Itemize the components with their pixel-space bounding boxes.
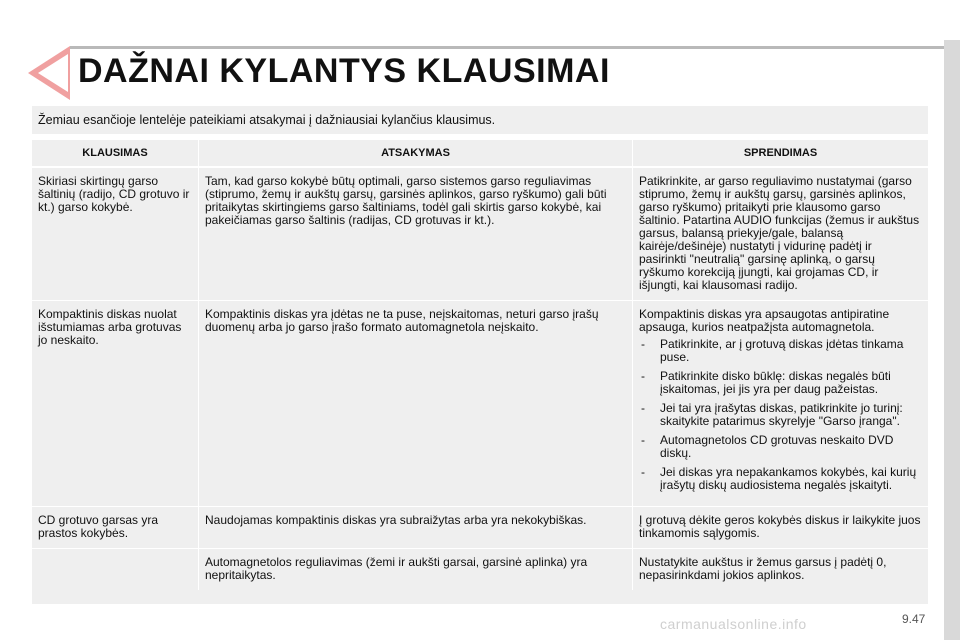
page-header bbox=[0, 0, 944, 100]
page-number: 9.47 bbox=[902, 612, 926, 626]
table-row bbox=[32, 300, 928, 506]
row-solution: Kompaktinis diskas yra apsaugotas antipiratine apsauga, kurios neatpažįsta automagnetola. bbox=[639, 307, 890, 334]
table-row bbox=[32, 167, 928, 300]
list-item: - Patikrinkite, ar į grotuvą diskas įdėtas tinkama puse. bbox=[639, 338, 922, 364]
row-question bbox=[32, 548, 199, 590]
row-answer: Automagnetolos reguliavimas (žemi ir aukšti garsai, garsinė aplinka) yra nepritaikytas. bbox=[199, 548, 633, 590]
row-solution: Į grotuvą dėkite geros kokybės diskus ir laikykite juos tinkamomis sąlygomis. bbox=[633, 506, 928, 548]
faq-table-grid bbox=[32, 140, 928, 590]
row-solution: Patikrinkite, ar garso reguliavimo nustatymai (garso stiprumo, žemų ir aukštų garsų, garsinės aplinkos, garso ryškumo) pritaikyti prie klausomo garso šaltinio. Patartina AUDIO funkcijas (žemus ir aukštus garsus, balansą priekyje/gale, balansą kairėje/dešinėje) nustatyti į vidurinę padėtį ir pasirinkti "neutralią" garsinę aplinką, o garsų ryškumo korekciją įjungti, kai grojamas CD, ir išjungti, kai klausomasi radijo. bbox=[633, 167, 928, 300]
list-item: - Jei diskas yra nepakankamos kokybės, kai kurių įrašytų diskų audiosistema negalės įskaityti. bbox=[639, 466, 922, 492]
page-side-bar bbox=[944, 40, 960, 640]
chapter-marker-inner bbox=[38, 54, 68, 92]
row-solution: Nustatykite aukštus ir žemus garsus į padėtį 0, nepasirinkdami jokios aplinkos. bbox=[633, 548, 928, 590]
table-header-row bbox=[32, 140, 928, 167]
intro-text: Žemiau esančioje lentelėje pateikiami atsakymai į dažniausiai kylančius klausimus. bbox=[32, 106, 928, 134]
row-question: CD grotuvo garsas yra prastos kokybės. bbox=[32, 506, 199, 548]
faq-table bbox=[32, 140, 928, 604]
row-solution-cell bbox=[633, 300, 928, 506]
row-answer: Naudojamas kompaktinis diskas yra subraižytas arba yra nekokybiškas. bbox=[199, 506, 633, 548]
header-question: KLAUSIMAS bbox=[32, 140, 199, 167]
table-row bbox=[32, 506, 928, 548]
row-answer: Tam, kad garso kokybė būtų optimali, garso sistemos garso reguliavimas (stiprumo, žemų ir aukštų garsų, garsinės aplinkos, garso ryškumo) gali būti pritaikytas skirtingiems garso šaltiniams, todėl gali skirtis garso kokybė, kai pakeičiamas garso šaltinis (radijas, CD grotuvas ir kt.). bbox=[199, 167, 633, 300]
solution-list bbox=[639, 338, 922, 492]
list-item: - Automagnetolos CD grotuvas neskaito DVD diskų. bbox=[639, 434, 922, 460]
row-question: Kompaktinis diskas nuolat išstumiamas arba grotuvas jo neskaito. bbox=[32, 300, 199, 506]
header-solution: SPRENDIMAS bbox=[633, 140, 928, 167]
header-rule bbox=[70, 46, 944, 49]
page-title: DAŽNAI KYLANTYS KLAUSIMAI bbox=[78, 52, 610, 90]
watermark: carmanualsonline.info bbox=[660, 616, 807, 632]
list-item: - Jei tai yra įrašytas diskas, patikrinkite jo turinį: skaitykite patarimus skyrelyje "Garso įranga". bbox=[639, 402, 922, 428]
table-row bbox=[32, 548, 928, 590]
header-answer: ATSAKYMAS bbox=[199, 140, 633, 167]
row-answer: Kompaktinis diskas yra įdėtas ne ta puse, neįskaitomas, neturi garso įrašų duomenų arba jo garso įrašo formato automagnetola neįskaito. bbox=[199, 300, 633, 506]
row-question: Skiriasi skirtingų garso šaltinių (radijo, CD grotuvo ir kt.) garso kokybė. bbox=[32, 167, 199, 300]
list-item: - Patikrinkite disko būklę: diskas negalės būti įskaitomas, jei jis yra per daug pažeistas. bbox=[639, 370, 922, 396]
